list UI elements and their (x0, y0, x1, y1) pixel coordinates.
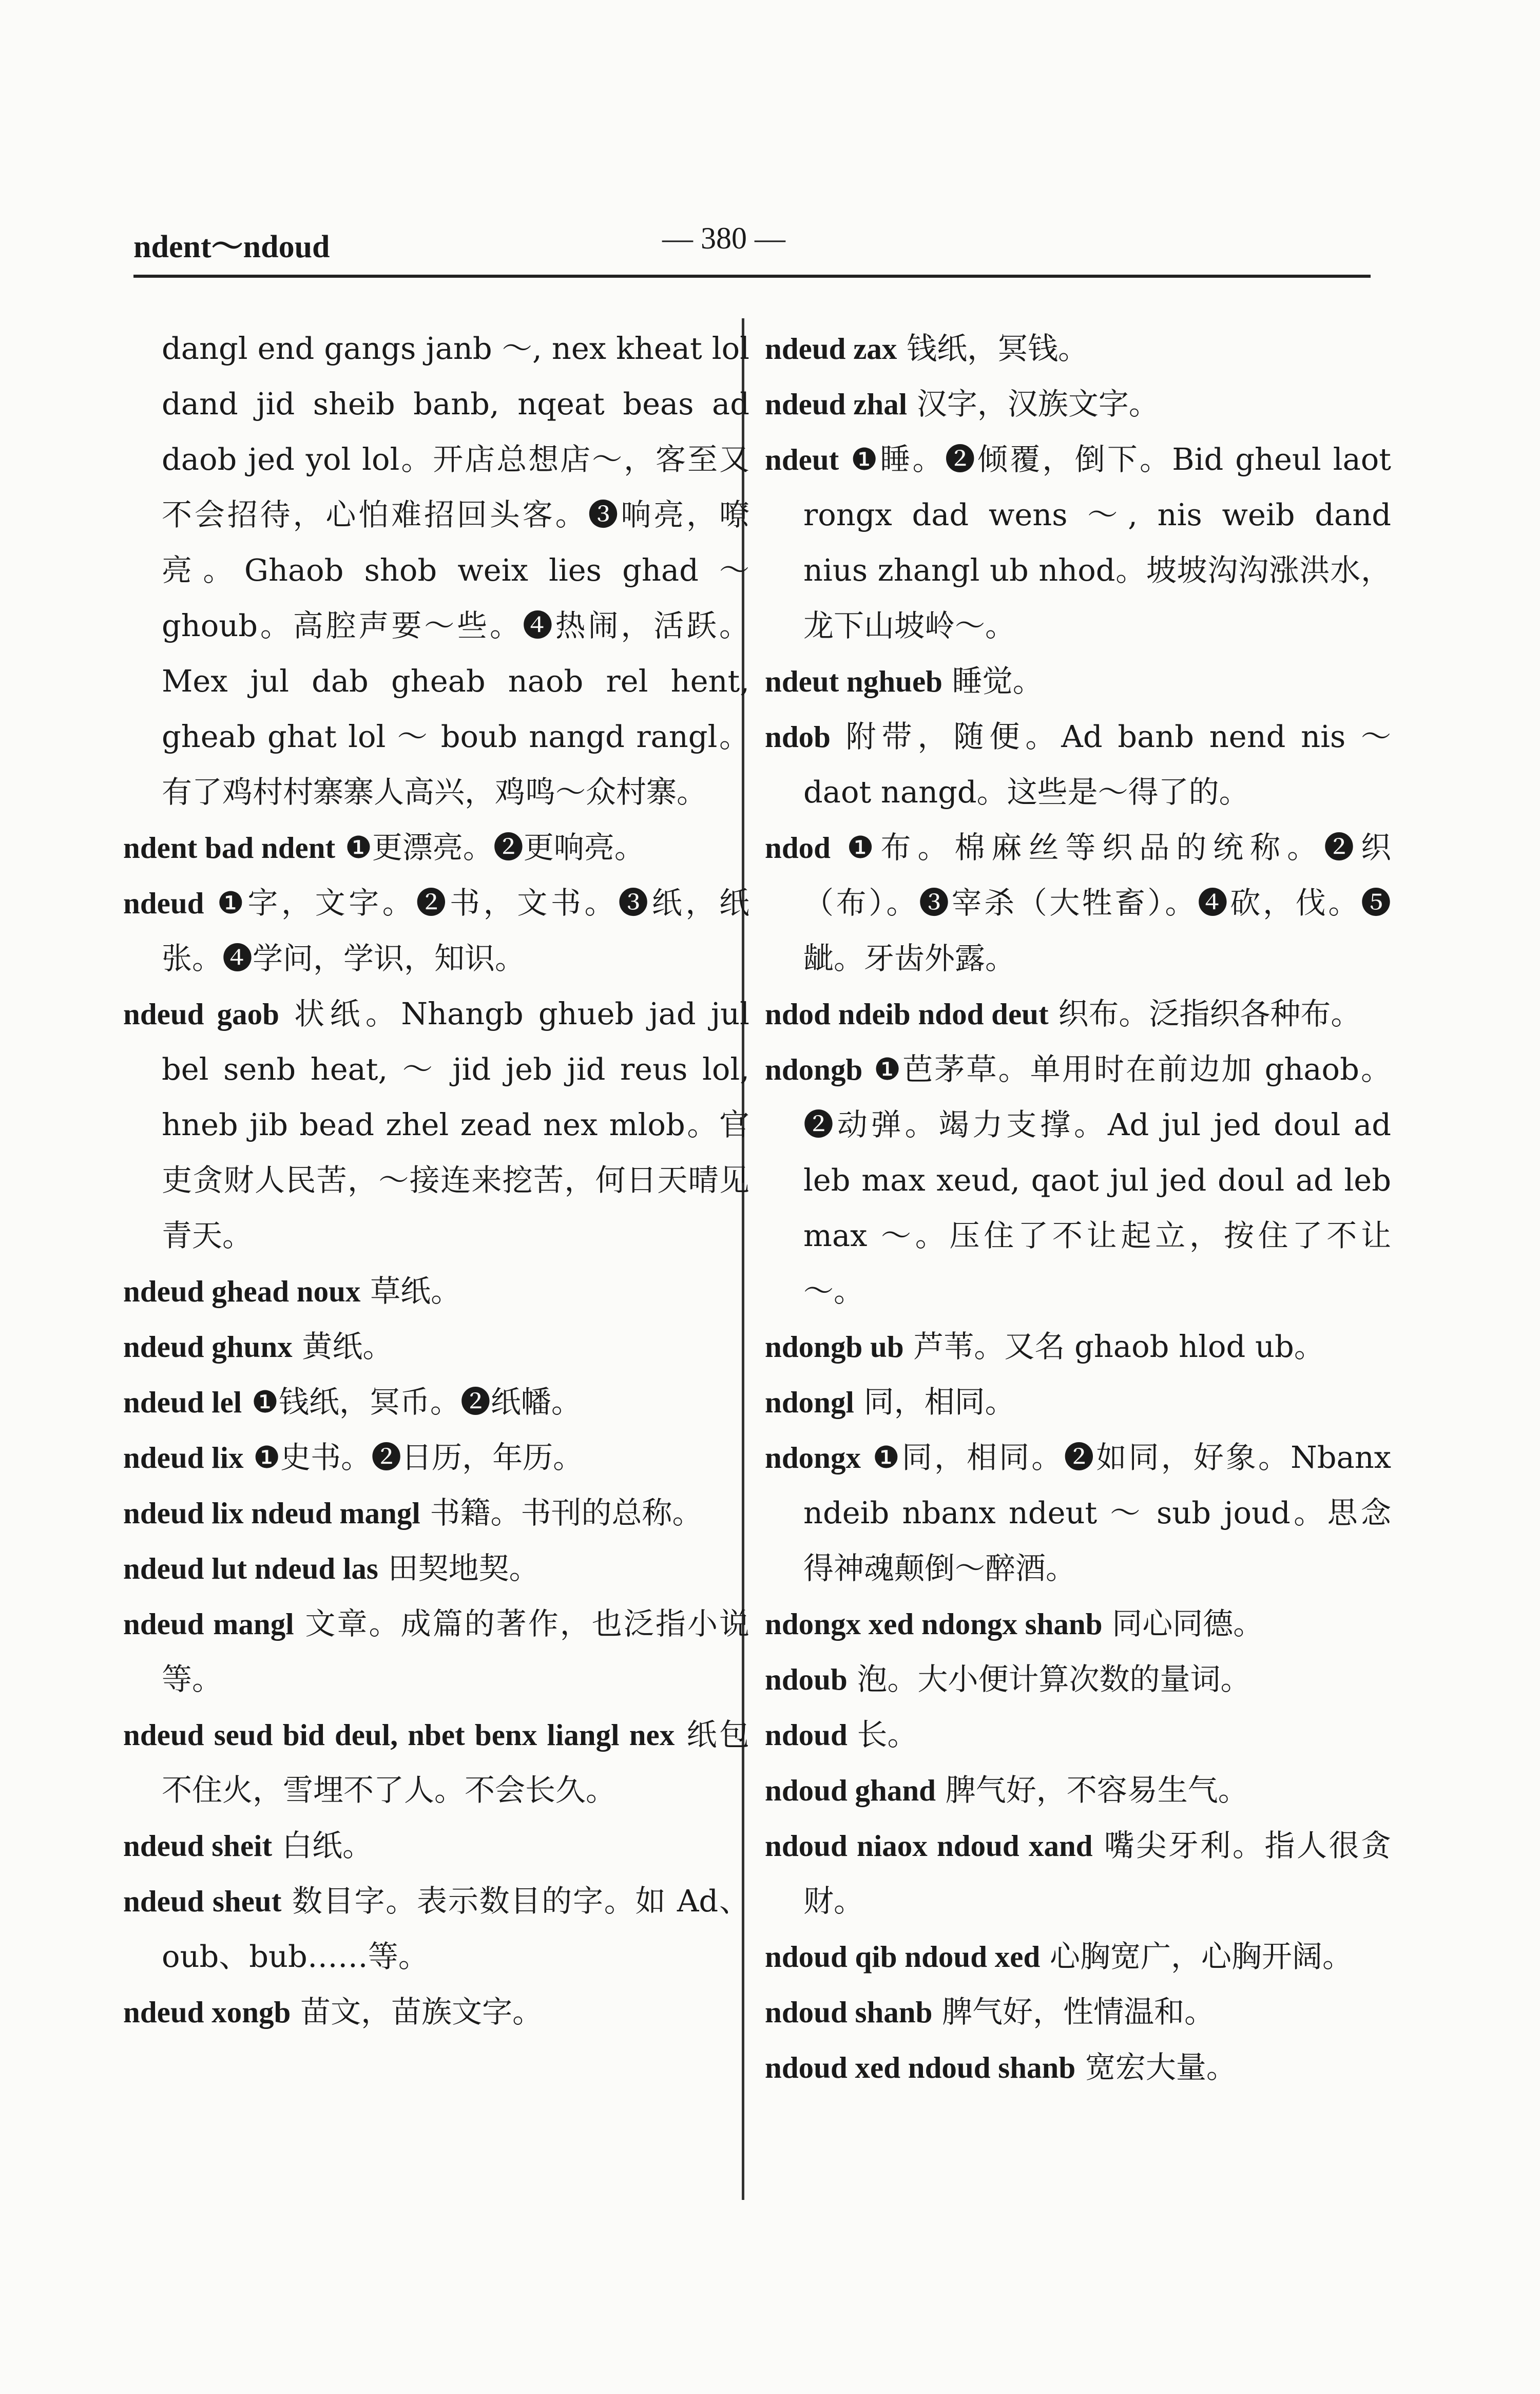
entry-headword: ndeud ghead noux (123, 1274, 361, 1308)
dictionary-entry (123, 1541, 749, 1596)
entry-definition: 同心同德。 (1112, 1606, 1264, 1641)
dictionary-entry (765, 820, 1391, 986)
dictionary-entry (123, 1430, 749, 1485)
entry-definition: ❶同，相同。❷如同，好象。Nbanx ndeib nbanx ndeut ～ sub joud。思念得神魂颠倒～醉酒。 (803, 1440, 1391, 1586)
entry-definition: ❶钱纸，冥币。❷纸幡。 (251, 1384, 582, 1420)
entry-headword: ndeud (123, 886, 204, 920)
entry-headword: ndoud xed ndoud shanb (765, 2051, 1076, 2084)
entry-definition: 附带，随便。Ad banb nend nis ～ daot nangd。这些是～得了的。 (803, 719, 1391, 810)
entry-definition: 数目字。表示数目的字。如 Ad、oub、bub……等。 (162, 1883, 749, 1974)
dictionary-entry (765, 1929, 1391, 1984)
entry-definition: 纸包不住火，雪埋不了人。不会长久。 (162, 1717, 749, 1808)
entry-definition: ❶更漂亮。❷更响亮。 (344, 830, 645, 865)
entry-headword: ndoud qib ndoud xed (765, 1940, 1041, 1974)
entry-definition: 睡觉。 (952, 663, 1043, 699)
dictionary-entry (765, 432, 1391, 654)
dictionary-entry (123, 1818, 749, 1873)
entry-headword: ndeut (765, 443, 839, 476)
entry-definition: 泡。大小便计算次数的量词。 (857, 1661, 1251, 1697)
dictionary-entry (123, 1485, 749, 1541)
entry-definition: 嘴尖牙利。指人很贪财。 (803, 1828, 1391, 1919)
entry-definition: 脾气好，不容易生气。 (945, 1772, 1248, 1808)
entry-definition: 同，相同。 (863, 1384, 1015, 1420)
entry-headword: ndongb ub (765, 1330, 904, 1364)
entry-definition: ❶布。棉麻丝等织品的统称。❷织（布）。❸宰杀（大牲畜）。❹砍，伐。❺龇。牙齿外露。 (803, 830, 1391, 976)
entry-definition: 黄纸。 (302, 1329, 393, 1364)
entry-headword: ndeud sheit (123, 1829, 273, 1863)
entry-definition: 田契地契。 (388, 1550, 540, 1586)
dictionary-entry (123, 1263, 749, 1319)
entry-definition: 苗文，苗族文字。 (300, 1994, 543, 2029)
entry-headword: ndeud lut ndeud las (123, 1552, 378, 1585)
entry-definition: 书籍。书刊的总称。 (430, 1495, 703, 1530)
entry-definition: 汉字，汉族文字。 (916, 386, 1159, 422)
dictionary-entry (765, 376, 1391, 432)
dictionary-entry (765, 2040, 1391, 2095)
left-column (123, 321, 749, 2040)
dictionary-entry (765, 1430, 1391, 1596)
entry-headword: ndeud zhal (765, 387, 908, 421)
dictionary-entry (765, 654, 1391, 709)
dictionary-entry (765, 709, 1391, 820)
entry-definition: 白纸。 (281, 1828, 373, 1863)
entry-headword: ndod ndeib ndod deut (765, 997, 1049, 1031)
entry-headword: ndoud shanb (765, 1995, 933, 2029)
entry-headword: ndent bad ndent (123, 831, 336, 865)
dictionary-entry (765, 1042, 1391, 1319)
entry-definition: dangl end gangs janb ～, nex kheat lol dand jid sheib banb, nqeat beas ad daob jed yol lol。开店总想店～，客至又不会招待，心怕难招回头客。❸响亮，嘹亮。Ghaob shob weix lies ghad ～ ghoub。高腔声要～些。❹热闹，活跃。Mex jul dab gheab naob rel hent, gheab ghat lol ～ boub nangd rangl。有了鸡村村寨寨人高兴，鸡鸣～众村寨。 (162, 331, 749, 810)
header-rule (133, 275, 1371, 278)
entry-headword: ndongx (765, 1441, 861, 1474)
entry-headword: ndeud mangl (123, 1607, 294, 1641)
entry-headword: ndongb (765, 1052, 863, 1086)
entry-definition: ❶芭茅草。单用时在前边加 ghaob。❷动弹。竭力支撑。Ad jul jed doul ad leb max xeud, qaot jul jed doul ad leb max ～。压住了不让起立，按住了不让～。 (803, 1051, 1391, 1309)
dictionary-entry (765, 986, 1391, 1042)
dictionary-entry (123, 820, 749, 875)
dictionary-entry (123, 321, 749, 820)
entry-definition: 状纸。Nhangb ghueb jad jul bel senb heat, ～ jid jeb jid reus lol, hneb jib bead zhel zead nex mlob。官吏贪财人民苦，～接连来挖苦，何日天晴见青天。 (162, 996, 749, 1253)
entry-headword: ndeud lel (123, 1385, 242, 1419)
entry-headword: ndoud niaox ndoud xand (765, 1829, 1093, 1863)
entry-headword: ndeud gaob (123, 997, 279, 1031)
dictionary-entry (765, 1707, 1391, 1763)
dictionary-entry (123, 1873, 749, 1984)
dictionary-entry (123, 986, 749, 1263)
dictionary-entry (123, 1596, 749, 1707)
entry-definition: 宽宏大量。 (1085, 2050, 1237, 2085)
entry-definition: ❶睡。❷倾覆，倒下。Bid gheul laot rongx dad wens ～, nis weib dand nius zhangl ub nhod。坡坡沟沟涨洪水，龙下山坡岭～。 (803, 442, 1391, 643)
header-range: ndent～ndoud (133, 229, 330, 264)
entry-headword: ndoub (765, 1662, 848, 1696)
entry-headword: ndongl (765, 1385, 854, 1419)
dictionary-entry (123, 1319, 749, 1374)
entry-definition: 芦苇。又名 ghaob hlod ub。 (913, 1329, 1324, 1364)
page-number: — 380 — (662, 221, 785, 255)
dictionary-entry (765, 321, 1391, 376)
dictionary-entry (765, 1319, 1391, 1374)
entry-headword: ndeud sheut (123, 1884, 282, 1918)
entry-headword: ndongx xed ndongx shanb (765, 1607, 1103, 1641)
entry-headword: ndob (765, 720, 831, 754)
entry-definition: ❶史书。❷日历，年历。 (253, 1440, 584, 1475)
entry-headword: ndeud xongb (123, 1995, 291, 2029)
entry-headword: ndeut nghueb (765, 664, 942, 698)
dictionary-entry (765, 1984, 1391, 2040)
entry-headword: ndod (765, 831, 831, 865)
dictionary-entry (765, 1596, 1391, 1652)
entry-definition: ❶字，文字。❷书，文书。❸纸，纸张。❹学问，学识，知识。 (162, 885, 749, 976)
entry-definition: 草纸。 (370, 1273, 461, 1309)
dictionary-entry (765, 1374, 1391, 1430)
dictionary-entry (123, 1984, 749, 2040)
entry-headword: ndoud ghand (765, 1773, 936, 1807)
dictionary-entry (123, 875, 749, 986)
entry-definition: 文章。成篇的著作，也泛指小说等。 (162, 1606, 749, 1697)
page-header (133, 221, 1371, 272)
dictionary-entry (765, 1818, 1391, 1929)
right-column (765, 321, 1391, 2095)
entry-headword: ndeud ghunx (123, 1330, 293, 1364)
dictionary-entry (765, 1652, 1391, 1707)
entry-definition: 织布。泛指织各种布。 (1058, 996, 1361, 1031)
entry-definition: 长。 (857, 1717, 918, 1752)
dictionary-entry (123, 1707, 749, 1818)
dictionary-entry (123, 1374, 749, 1430)
entry-headword: ndeud lix ndeud mangl (123, 1496, 420, 1530)
entry-headword: ndeud seud bid deul, nbet benx liangl nex (123, 1718, 675, 1752)
entry-definition: 钱纸，冥钱。 (907, 331, 1089, 366)
entry-headword: ndeud lix (123, 1441, 244, 1474)
entry-definition: 心胸宽广，心胸开阔。 (1050, 1939, 1353, 1974)
entry-headword: ndeud zax (765, 332, 897, 366)
dictionary-entry (765, 1763, 1391, 1818)
entry-headword: ndoud (765, 1718, 848, 1752)
entry-definition: 脾气好，性情温和。 (942, 1994, 1215, 2029)
